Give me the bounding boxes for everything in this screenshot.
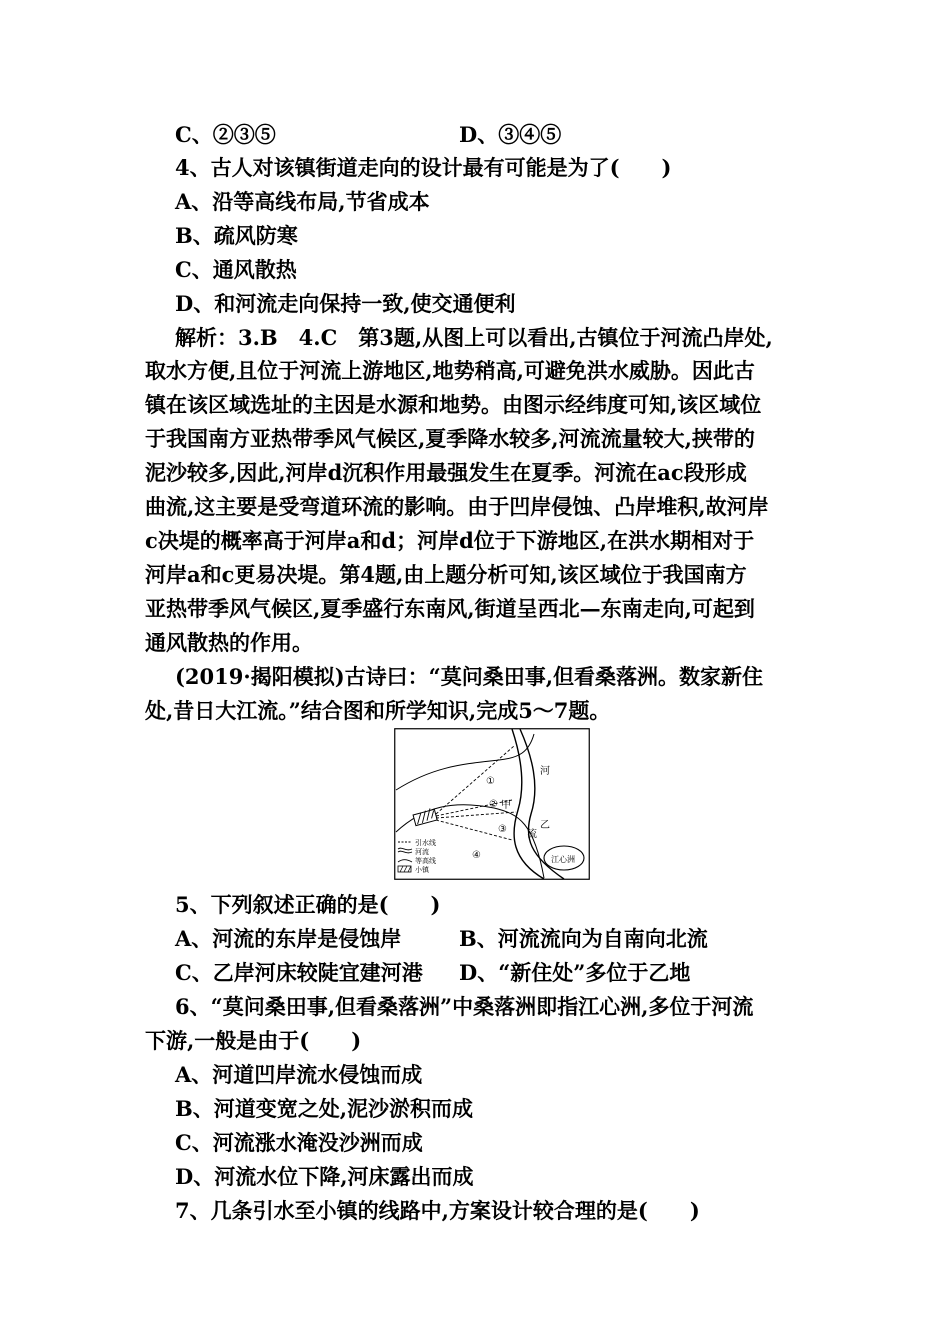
q6-option-d: D、河流水位下降,河床露出而成 <box>175 1164 474 1189</box>
q6-option-c: C、河流涨水淹没沙洲而成 <box>175 1130 423 1155</box>
intro-line: 处,昔日大江流。”结合图和所学知识,完成5～7题。 <box>145 698 611 723</box>
q5-stem: 5、下列叙述正确的是( ) <box>175 892 441 917</box>
label-jia: 甲 <box>501 800 511 811</box>
legend-item: 河流 <box>415 848 429 856</box>
q3-option-d: D、③④⑤ <box>459 122 562 147</box>
q5-option-a: A、河流的东岸是侵蚀岸 <box>175 926 402 951</box>
label-island: 江心洲 <box>551 855 575 864</box>
label-river-liu: 流 <box>527 829 537 840</box>
q4-stem: 4、古人对该镇街道走向的设计最有可能是为了( ) <box>175 155 672 180</box>
q6-option-a: A、河道凹岸流水侵蚀而成 <box>175 1062 423 1087</box>
analysis-line: 曲流,这主要是受弯道环流的影响。由于凹岸侵蚀、凸岸堆积,故河岸 <box>145 494 769 519</box>
route-label: ③ <box>498 824 507 835</box>
legend-item: 等高线 <box>415 857 436 865</box>
q4-option-b: B、疏风防寒 <box>175 223 298 248</box>
q6-option-b: B、河道变宽之处,泥沙淤积而成 <box>175 1096 474 1121</box>
q3-option-c: C、②③⑤ <box>175 122 276 147</box>
q4-option-c: C、通风散热 <box>175 257 297 282</box>
q5-option-d: D、“新住处”多位于乙地 <box>459 960 691 985</box>
legend-item: 引水线 <box>415 839 436 847</box>
river-map-figure <box>394 728 590 880</box>
legend-item: 小镇 <box>415 866 429 874</box>
analysis-line: 取水方便,且位于河流上游地区,地势稍高,可避免洪水威胁。因此古 <box>145 358 755 383</box>
label-yi: 乙 <box>540 820 550 831</box>
q6-stem: 6、“莫问桑田事,但看桑落洲”中桑落洲即指江心洲,多位于河流 <box>175 994 754 1019</box>
q4-option-d: D、和河流走向保持一致,使交通便利 <box>175 291 516 316</box>
label-river-he: 河 <box>540 766 550 777</box>
analysis-line: 河岸a和c更易决堤。第4题,由上题分析可知,该区域位于我国南方 <box>145 562 747 587</box>
q5-option-b: B、河流流向为自南向北流 <box>459 926 708 951</box>
q4-option-a: A、沿等高线布局,节省成本 <box>175 189 430 214</box>
route-label: ② <box>489 799 498 810</box>
intro-line: (2019·揭阳模拟)古诗曰：“莫问桑田事,但看桑落洲。数家新住 <box>175 664 764 689</box>
analysis-line: 通风散热的作用。 <box>145 630 313 655</box>
route-label: ① <box>486 776 495 787</box>
analysis-line: 亚热带季风气候区,夏季盛行东南风,街道呈西北—东南走向,可起到 <box>145 596 755 621</box>
analysis-line: 泥沙较多,因此,河岸d沉积作用最强发生在夏季。河流在ac段形成 <box>145 460 747 485</box>
route-label: ④ <box>472 850 481 861</box>
q5-option-c: C、乙岸河床较陡宜建河港 <box>175 960 423 985</box>
q7-stem: 7、几条引水至小镇的线路中,方案设计较合理的是( ) <box>175 1198 700 1223</box>
analysis-line: 于我国南方亚热带季风气候区,夏季降水较多,河流流量较大,挟带的 <box>145 426 755 451</box>
analysis-line: 解析：3.B 4.C 第3题,从图上可以看出,古镇位于河流凸岸处, <box>175 325 773 350</box>
analysis-line: c决堤的概率高于河岸a和d；河岸d位于下游地区,在洪水期相对于 <box>145 528 755 553</box>
analysis-line: 镇在该区域选址的主因是水源和地势。由图示经纬度可知,该区域位 <box>145 392 762 417</box>
q6-stem-cont: 下游,一般是由于( ) <box>145 1028 362 1053</box>
